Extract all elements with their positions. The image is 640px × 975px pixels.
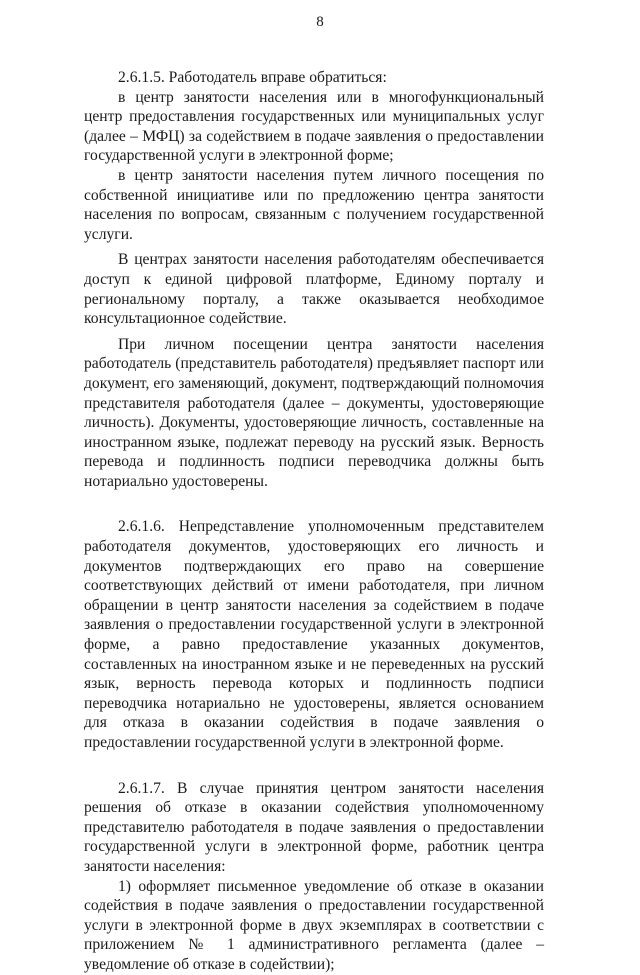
- section-2-6-1-5-item-2: в центр занятости населения путем личного посещения по собственной инициативе или по предложению центра занятости населения по вопросам, связанным с получением государственной услуги.: [84, 166, 544, 243]
- section-2-6-1-6: 2.6.1.6. Непредставление уполномоченным представителем работодателя документов, удостоверяющих его личность и документов подтверждающих его право на совершение соответствующих действий от имени работодателя, при личном обращении в центр занятости населения за содействием в подаче заявления о предоставлении государственной услуги в электронной форме, а равно предоставление указанных документов, составленных на иностранном языке и не переведенных на русский язык, верность перевода которых и подлинность подписи переводчика нотариально не удостоверены, является основанием для отказа в оказании содействия в подаче заявления о предоставлении государственной услуги в электронной форме.: [84, 518, 544, 751]
- section-2-6-1-5-heading: 2.6.1.5. Работодатель вправе обратиться:: [118, 69, 387, 86]
- section-2-6-1-7-item-1: 1) оформляет письменное уведомление об отказе в оказании содействия в подаче заявления о предоставлении государственной услуги в электронной форме в двух экземплярах в соответствии с приложением № 1 административного регламента (далее – уведомление об отказе в содействии);: [84, 877, 544, 973]
- section-2-6-1-5-paragraph-1: В центрах занятости населения работодателям обеспечивается доступ к единой цифровой платформе, Единому порталу и региональному порталу, а также оказывается необходимое консультационное содействие.: [84, 251, 544, 328]
- document-body: [84, 68, 544, 975]
- section-2-6-1-7: 2.6.1.7. В случае принятия центром занятости населения решения об отказе в оказании содействия уполномоченному представителю работодателя в подаче заявления о предоставлении государственной услуги в электронной форме, работник центра занятости населения:: [84, 779, 544, 875]
- section-2-6-1-5-paragraph-2: При личном посещении центра занятости населения работодатель (представитель работодателя) предъявляет паспорт или документ, его заменяющий, документ, подтверждающий полномочия представителя работодателя (далее – документы, удостоверяющие личность). Документы, удостоверяющие личность, составленные на иностранном языке, подлежат переводу на русский язык. Верность перевода и подлинность подписи переводчика должны быть нотариально удостоверены.: [84, 335, 544, 490]
- page-number: 8: [316, 14, 324, 30]
- section-2-6-1-5-item-1: в центр занятости населения или в многофункциональный центр предоставления государственных или муниципальных услуг (далее – МФЦ) за содействием в подаче заявления о предоставлении государственной услуги в электронной форме;: [84, 88, 544, 165]
